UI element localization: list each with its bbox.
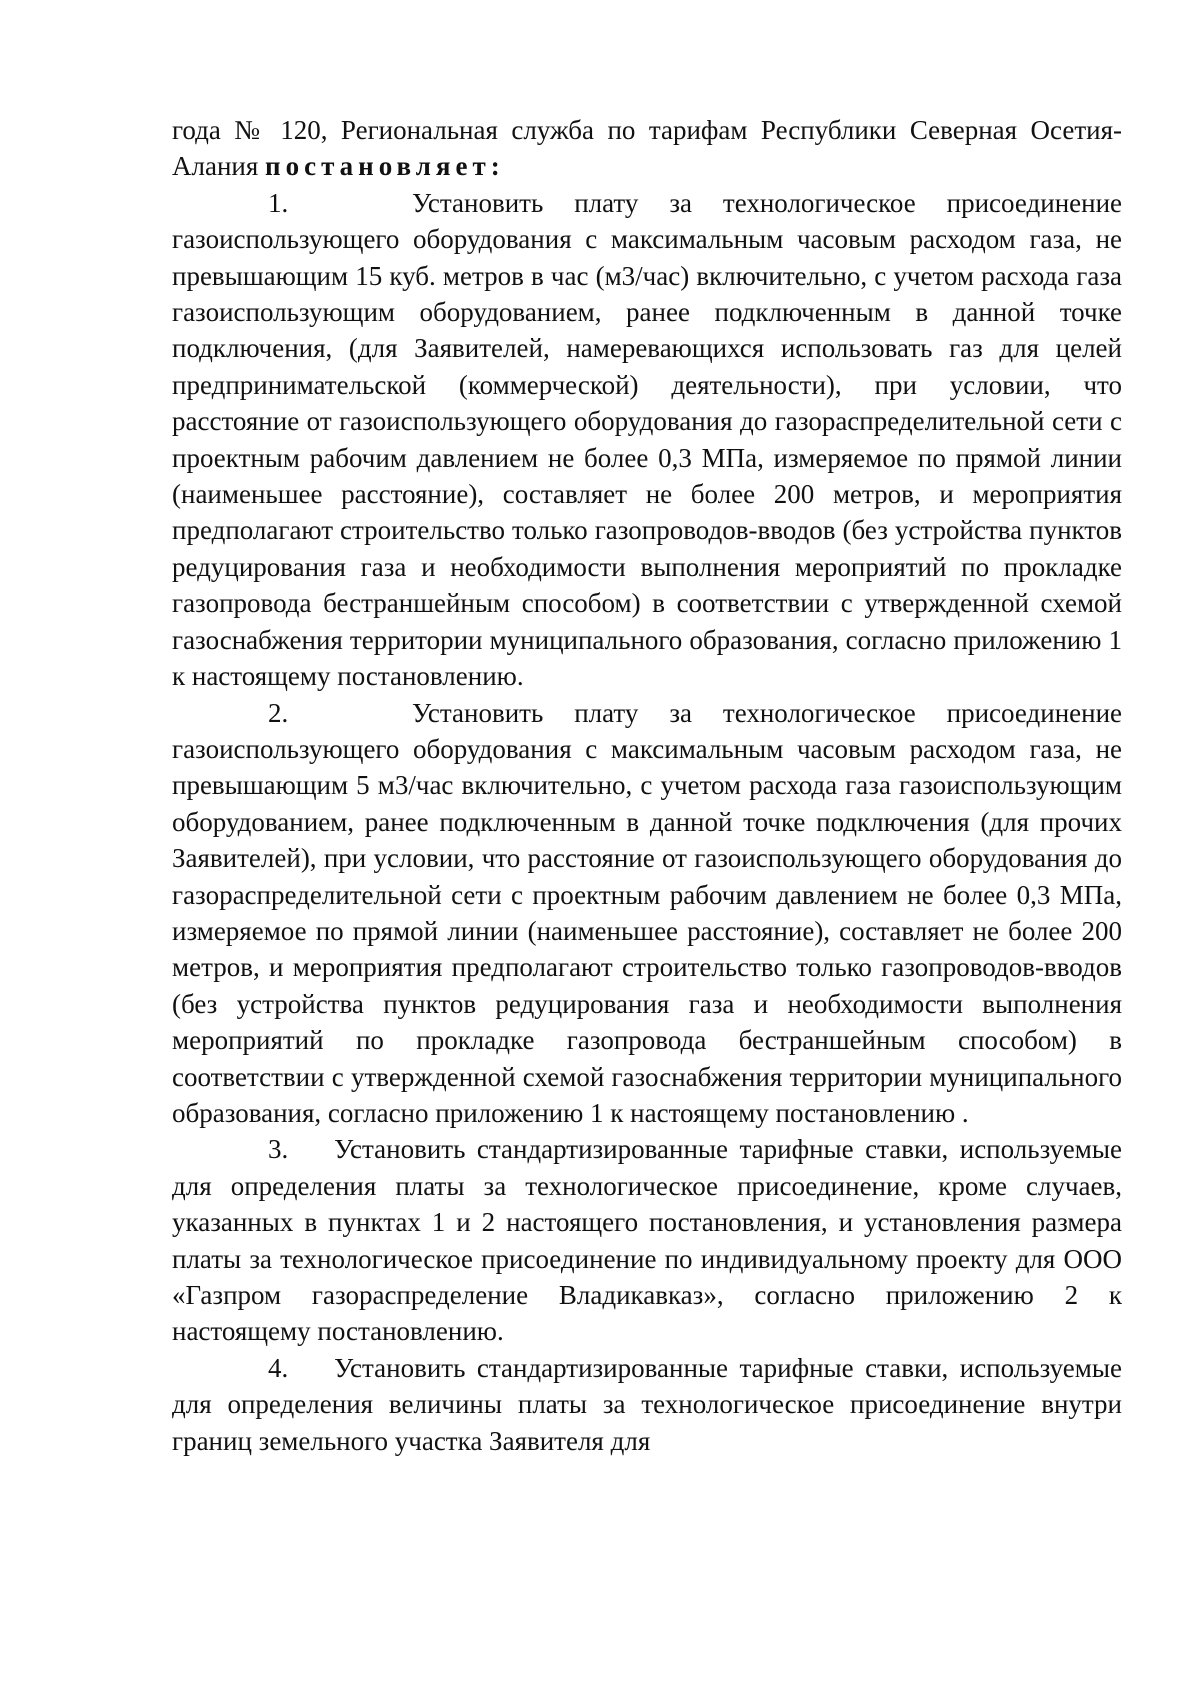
intro-text: года № 120, Региональная служба по тарифам Республики Северная Осетия-Алания [172,115,1122,182]
intro-emphasis: постановляет: [265,151,505,182]
paragraph-3 [172,1131,1122,1349]
paragraph-text: Установить стандартизированные тарифные ставки, используемые для определения платы за технологическое присоединение, кроме случаев, указанных в пунктах 1 и 2 настоящего постановления, и установления размера платы за технологическое присоединение по индивидуальному проекту для ООО «Газпром газораспределение Владикавказ», согласно приложению 2 к настоящему постановлению. [172,1134,1123,1347]
paragraph-text: Установить плату за технологическое присоединение газоиспользующего оборудования с максимальным часовым расходом газа, не превышающим 5 м3/час включительно, с учетом расхода газа газоиспользующим оборудованием, ранее подключенным в данной точке подключения (для прочих Заявителей), при условии, что расстояние от газоиспользующего оборудования до газораспределительной сети с проектным рабочим давлением не более 0,3 МПа, измеряемое по прямой линии (наименьшее расстояние), составляет не более 200 метров, и мероприятия предполагают строительство только газопроводов-вводов (без устройства пунктов редуцирования газа и необходимости выполнения мероприятий по прокладке газопровода бестраншейным способом) в соответствии с утвержденной схемой газоснабжения территории муниципального образования, согласно приложению 1 к настоящему постановлению . [172,697,1123,1128]
paragraph-number: 1. [268,187,289,218]
paragraph-4 [172,1350,1122,1459]
paragraph-text: Установить плату за технологическое присоединение газоиспользующего оборудования с максимальным часовым расходом газа, не превышающим 15 куб. метров в час (м3/час) включительно, с учетом расхода газа газоиспользующим оборудованием, ранее подключенным в данной точке подключения, (для Заявителей, намеревающихся использовать газ для целей предпринимательской (коммерческой) деятельности), при условии, что расстояние от газоиспользующего оборудования до газораспределительной сети с проектным рабочим давлением не более 0,3 МПа, измеряемое по прямой линии (наименьшее расстояние), составляет не более 200 метров, и мероприятия предполагают строительство только газопроводов-вводов (без устройства пунктов редуцирования газа и необходимости выполнения мероприятий по прокладке газопровода бестраншейным способом) в соответствии с утвержденной схемой газоснабжения территории муниципального образования, согласно приложению 1 к настоящему постановлению. [172,187,1123,692]
paragraph-number: 3. [268,1134,289,1165]
paragraph-number: 4. [268,1352,289,1383]
paragraph-1 [172,185,1122,695]
paragraph-2 [172,695,1122,1132]
paragraph-text: Установить стандартизированные тарифные ставки, используемые для определения величины платы за технологическое присоединение внутри границ земельного участка Заявителя для [172,1352,1123,1456]
paragraph-number: 2. [268,697,289,728]
document-body [172,112,1122,1459]
intro-paragraph [172,112,1122,185]
